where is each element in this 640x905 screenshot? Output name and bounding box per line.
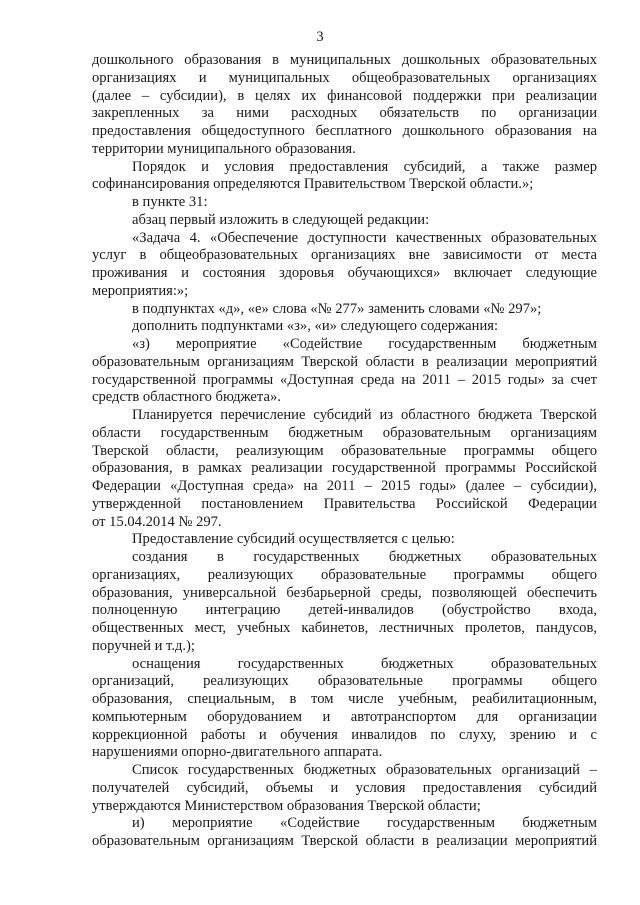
text-line: Планируется перечисление субсидий из областного бюджета Тверской (132, 407, 597, 423)
text-line: оснащения государственных бюджетных образовательных (132, 655, 597, 672)
text-line: утвержденной постановлением Правительства Российской Федерации (92, 495, 597, 512)
text-line: территории муниципального образования. (92, 140, 356, 157)
text-line: в подпунктах «д», «е» слова «№ 277» заменить словами «№ 297»; (132, 300, 542, 317)
text-line: абзац первый изложить в следующей редакции: (132, 211, 430, 228)
text-line: предоставления общедоступного бесплатного дошкольного образования на (92, 123, 597, 139)
text-line: области государственным бюджетным образовательным организациям (92, 424, 597, 441)
text-line: образования, универсальной безбарьерной среды, позволяющей обеспечить (92, 584, 597, 601)
text-line: в пункте 31: (132, 194, 208, 210)
text-line: организациях и муниципальных общеобразовательных организациях (92, 69, 597, 86)
text-line: мероприятия:»; (92, 282, 189, 299)
text-line: образовательным организациям Тверской области в реализации мероприятий (92, 833, 597, 849)
text-line: государственной программы «Доступная среда на 2011 – 2015 годы» за счет (92, 371, 597, 388)
text-line: утверждаются Министерством образования Тверской области; (92, 797, 481, 814)
text-line: организаций, реализующих образовательные программы общего (92, 673, 597, 690)
text-line: (далее – субсидии), в целях их финансовой поддержки при реализации (92, 87, 597, 104)
text-line: общественных мест, учебных кабинетов, лестничных пролетов, пандусов, (92, 620, 597, 636)
text-line: коррекционной работы и обучения инвалидов по слуху, зрению и с (92, 726, 597, 743)
text-line: Список государственных бюджетных образовательных организаций – (132, 762, 597, 778)
text-line: дошкольного образования в муниципальных дошкольных образовательных (92, 52, 597, 68)
text-line: софинансирования определяются Правительством Тверской области.»; (92, 176, 534, 193)
text-line: поручней и т.д.); (92, 637, 195, 654)
text-line: получателей субсидий, объемы и условия предоставления субсидий (92, 779, 597, 796)
text-line: полноценную интеграцию детей-инвалидов (обустройство входа, (92, 602, 597, 619)
text-line: «з) мероприятие «Содействие государственным бюджетным (132, 336, 597, 352)
text-line: Федерации «Доступная среда» на 2011 – 2015 годы» (далее – субсидии), (92, 478, 597, 494)
text-line: Порядок и условия предоставления субсидий, а также размер (132, 158, 597, 175)
text-line: и) мероприятие «Содействие государственным бюджетным (132, 815, 597, 832)
text-line: образовательным организациям Тверской области в реализации мероприятий (92, 353, 597, 370)
text-line: дополнить подпунктами «з», «и» следующего содержания: (132, 318, 499, 335)
text-line: закрепленных за ними расходных обязательств по организации (92, 105, 597, 122)
text-line: «Задача 4. «Обеспечение доступности качественных образовательных (132, 229, 597, 246)
body-text (92, 52, 597, 851)
text-line: проживания и состояния здоровья обучающихся» включает следующие (92, 265, 597, 281)
text-line: компьютерным оборудованием и автотранспортом для организации (92, 708, 597, 725)
text-line: образования, в рамках реализации государственной программы Российской (92, 460, 597, 477)
text-line: образования, специальным, в том числе учебным, реабилитационным, (92, 691, 597, 707)
text-line: Предоставление субсидий осуществляется с целью: (132, 531, 455, 548)
text-line: средств областного бюджета». (92, 389, 281, 406)
text-line: Тверской области, реализующим образовательные программы общего (92, 442, 597, 459)
text-line: организациях, реализующих образовательные программы общего (92, 566, 597, 583)
page-number: 3 (316, 29, 324, 45)
text-line: от 15.04.2014 № 297. (92, 513, 222, 530)
text-line: создания в государственных бюджетных образовательных (132, 549, 597, 565)
text-line: нарушениями опорно-двигательного аппарата. (92, 744, 383, 761)
text-line: услуг в общеобразовательных организациях вне зависимости от места (92, 247, 597, 264)
